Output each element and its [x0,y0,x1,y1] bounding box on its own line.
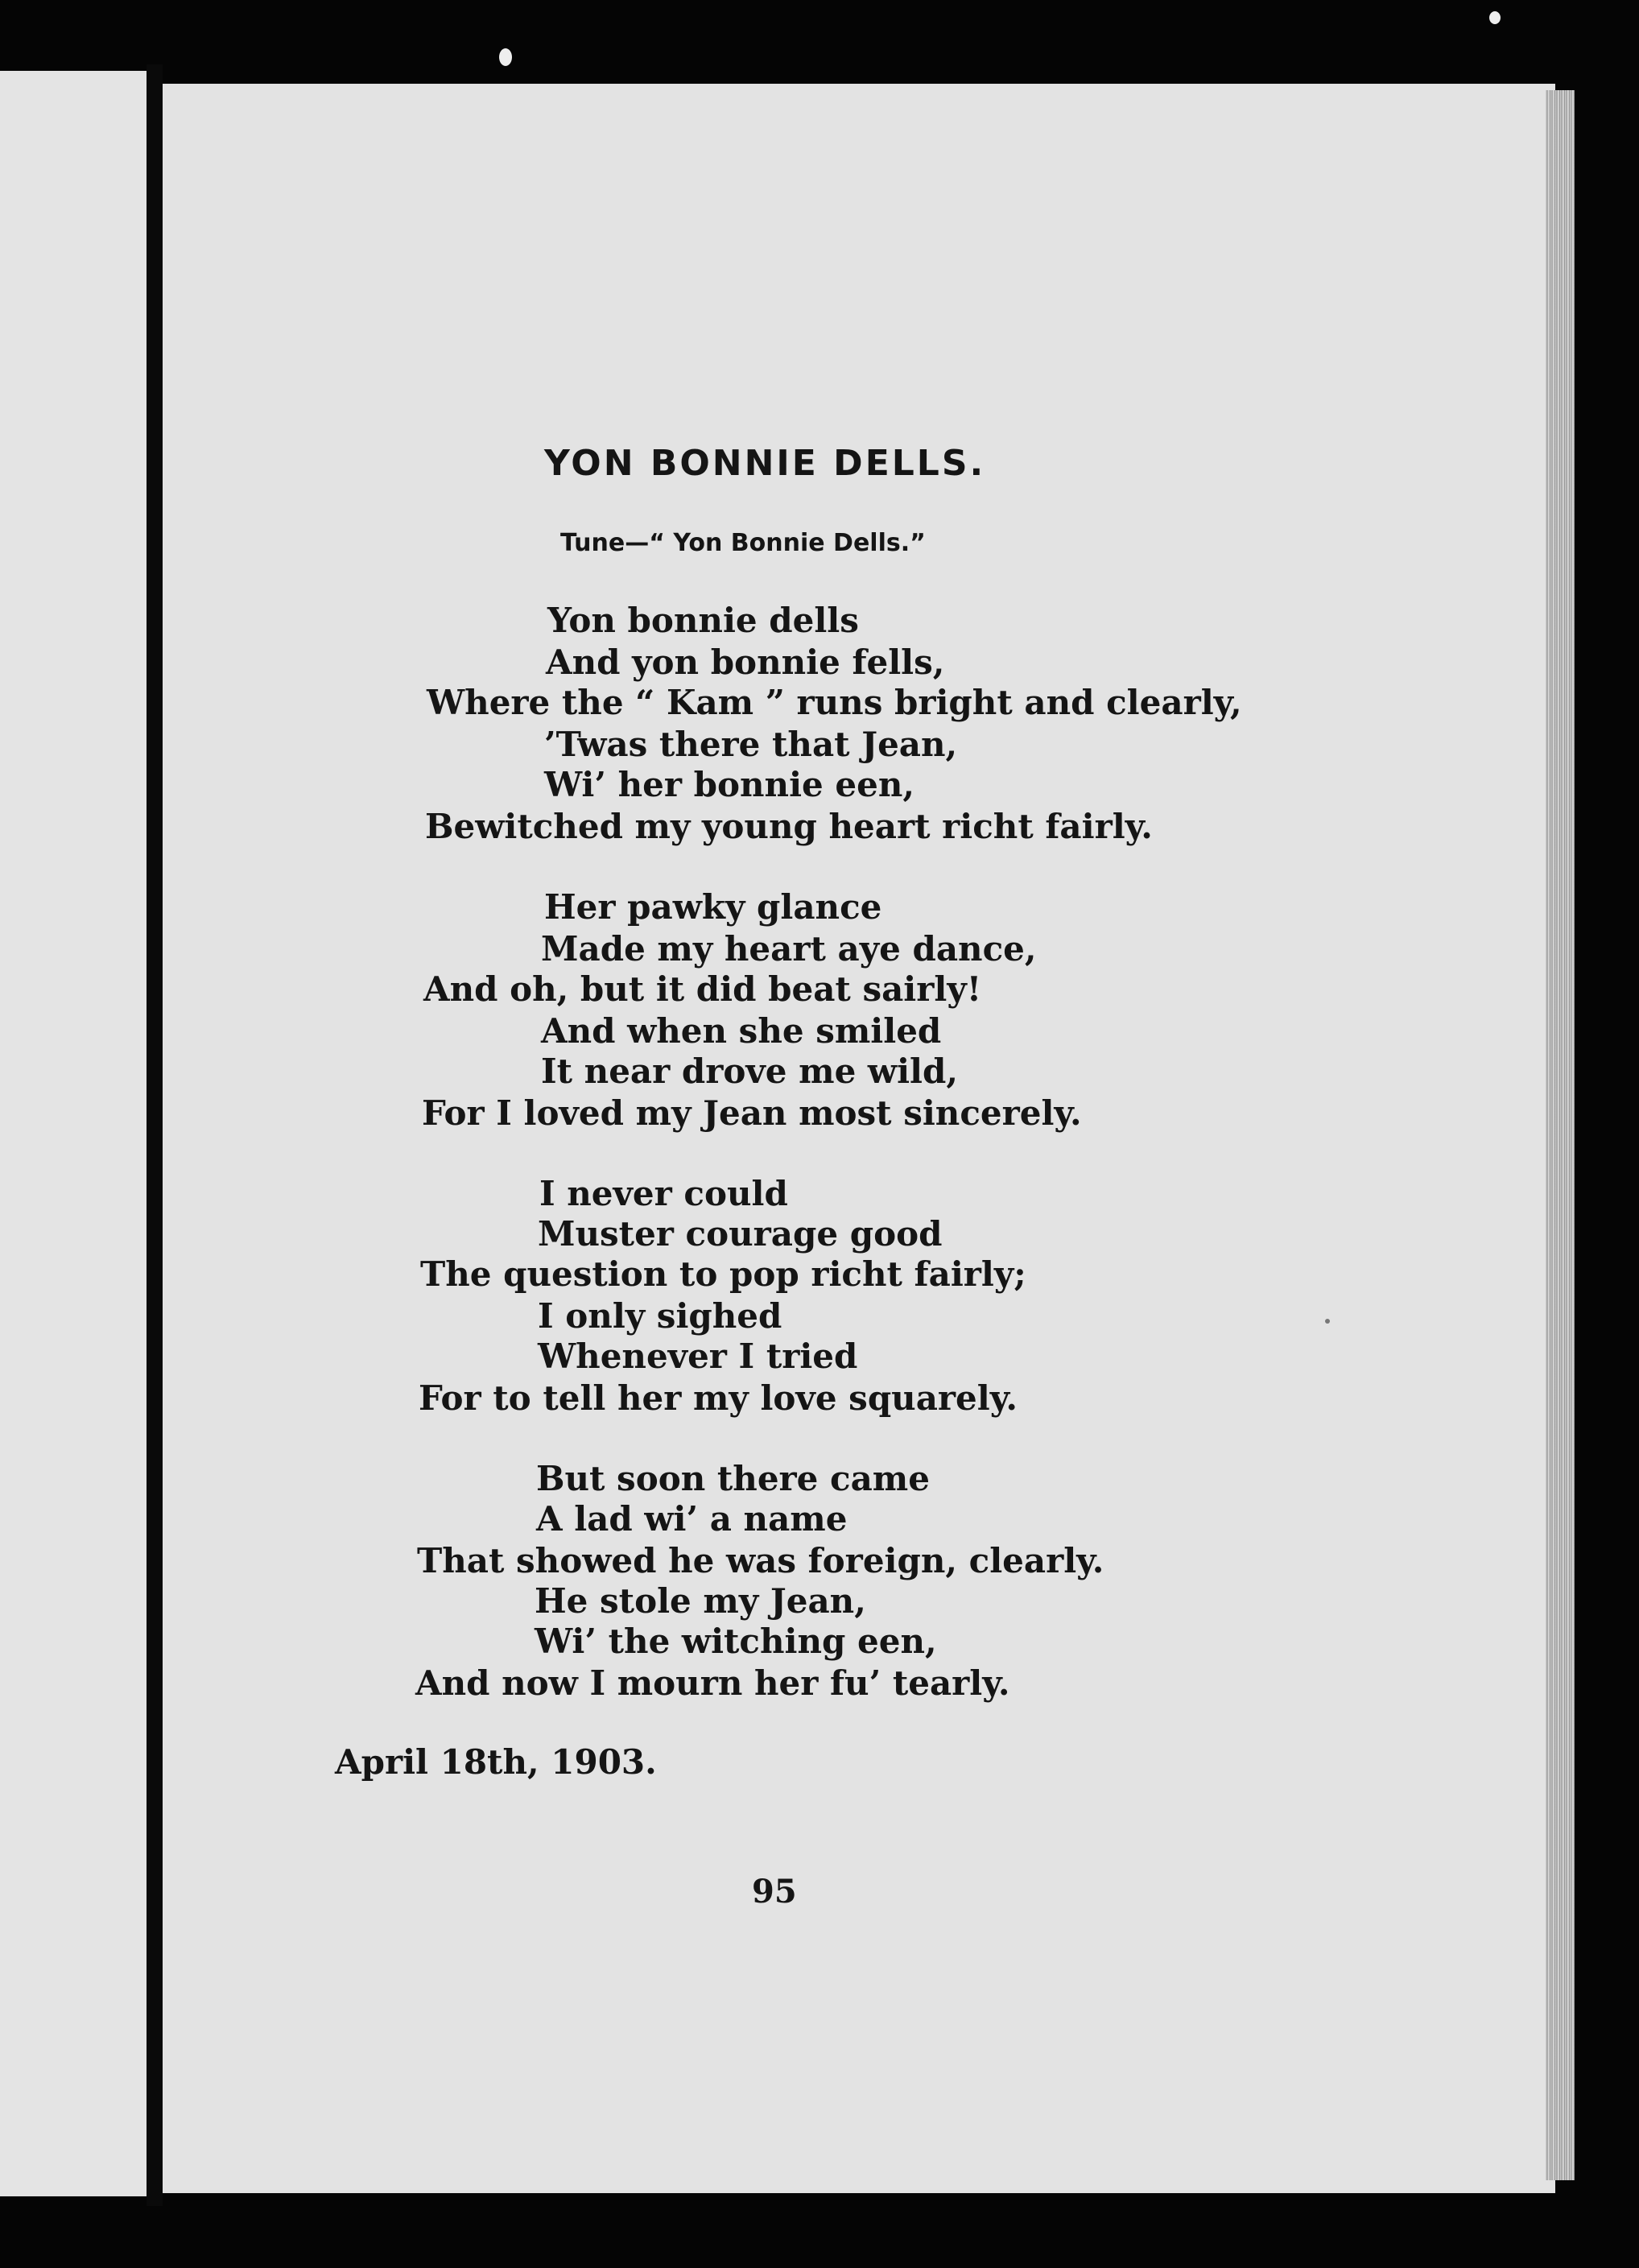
poem-line: Whenever I tried [538,1336,858,1376]
scan-speck [1325,1319,1330,1324]
poem-line: I never could [539,1174,788,1213]
poem-line: Wi’ the witching een, [535,1621,937,1661]
poem-line: But soon there came [536,1459,930,1498]
poem-line: And yon bonnie fells, [546,642,945,682]
poem-line: Where the “ Kam ” runs bright and clearly, [427,683,1242,722]
poem-line: For to tell her my love squarely. [419,1378,1018,1418]
poem-line: And now I mourn her fu’ tearly. [415,1663,1010,1703]
poem-line: I only sighed [538,1296,782,1336]
poem-line: Wi’ her bonnie een, [544,765,914,804]
poem-line: Muster courage good [538,1214,943,1254]
page-stack-edges [1546,90,1575,2180]
poem-line: And oh, but it did beat sairly! [423,969,982,1009]
poem-line: It near drove me wild, [541,1051,958,1091]
book-gutter [147,64,163,2206]
page-number: 95 [752,1873,797,1911]
poem-tune: Tune—“ Yon Bonnie Dells.” [560,529,926,557]
poem-line: A lad wi’ a name [536,1499,848,1539]
poem-title: YON BONNIE DELLS. [544,443,986,484]
poem-line: And when she smiled [541,1011,942,1051]
poem-line: Her pawky glance [544,887,882,927]
facing-page-edge [0,71,147,2196]
poem-line: ’Twas there that Jean, [544,725,958,764]
poem-line: Bewitched my young heart richt fairly. [425,807,1153,846]
poem-line: Made my heart aye dance, [541,929,1037,969]
poem-line: That showed he was foreign, clearly. [417,1541,1104,1580]
poem-line: Yon bonnie dells [547,601,859,640]
poem-line: He stole my Jean, [535,1581,866,1621]
book-page [163,84,1555,2193]
scan-speck [499,48,512,66]
poem-line: The question to pop richt fairly; [420,1254,1026,1294]
poem-date: April 18th, 1903. [335,1742,657,1782]
scan-speck [1489,11,1501,24]
poem-line: For I loved my Jean most sincerely. [422,1093,1082,1133]
